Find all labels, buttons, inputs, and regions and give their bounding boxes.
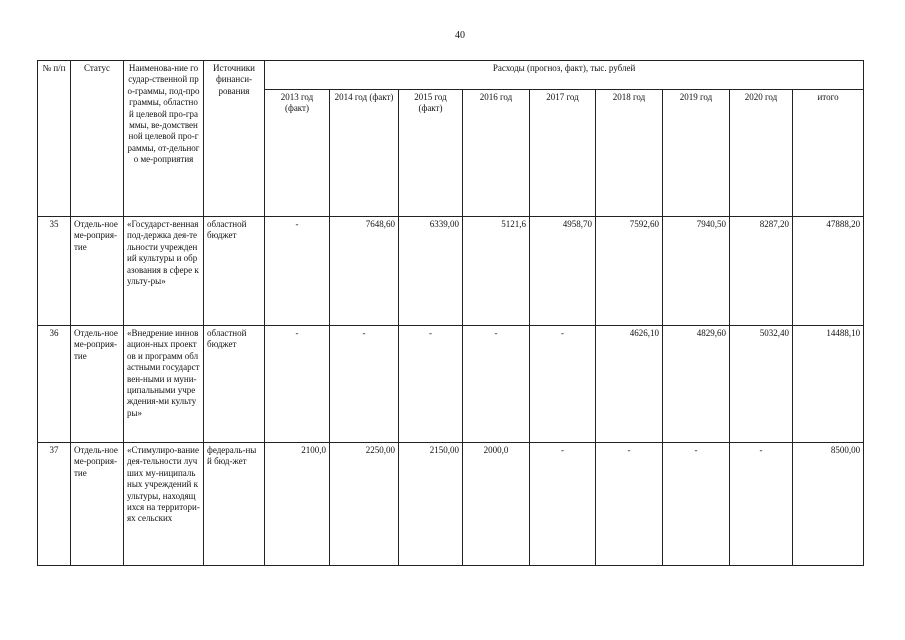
row-num: 36 — [38, 326, 71, 443]
header-row-1 — [38, 61, 864, 90]
row-source: областной бюджет — [204, 217, 265, 326]
row-value-2016: - — [463, 326, 530, 443]
row-value-2020: - — [730, 443, 793, 566]
row-name: «Государст-венная под-держка дея-тельности учреждений культуры и образования в сфере культу-ры» — [124, 217, 204, 326]
row-value-total: 14488,10 — [793, 326, 864, 443]
table-row — [38, 217, 864, 326]
row-value-2014: 7648,60 — [330, 217, 399, 326]
header-total: итого — [793, 90, 864, 217]
row-value-2016: 5121,6 — [463, 217, 530, 326]
row-source: областной бюджет — [204, 326, 265, 443]
header-year-2016: 2016 год — [463, 90, 530, 217]
row-value-2019: - — [663, 443, 730, 566]
header-name: Наименова-ние государ-ственной про-граммы, под-программы, областной целевой про-граммы, ве-домственной целевой про-граммы, от-дельного ме-роприятия — [124, 61, 204, 217]
table-row — [38, 443, 864, 566]
row-value-2020: 8287,20 — [730, 217, 793, 326]
header-year-2014: 2014 год (факт) — [330, 90, 399, 217]
page-number: 40 — [455, 30, 465, 41]
header-year-2017: 2017 год — [530, 90, 596, 217]
row-value-2018: 7592,60 — [596, 217, 663, 326]
header-year-2018: 2018 год — [596, 90, 663, 217]
row-value-total: 8500,00 — [793, 443, 864, 566]
row-value-2018: 4626,10 — [596, 326, 663, 443]
row-status: Отдель-ное ме-роприя-тие — [71, 443, 124, 566]
row-value-2014: - — [330, 326, 399, 443]
row-num: 37 — [38, 443, 71, 566]
row-status: Отдель-ное ме-роприя-тие — [71, 326, 124, 443]
row-value-2015: - — [399, 326, 463, 443]
row-value-2014: 2250,00 — [330, 443, 399, 566]
header-year-2015: 2015 год (факт) — [399, 90, 463, 217]
row-value-2019: 7940,50 — [663, 217, 730, 326]
row-value-2017: 4958,70 — [530, 217, 596, 326]
header-status: Статус — [71, 61, 124, 217]
row-status: Отдель-ное ме-роприя-тие — [71, 217, 124, 326]
header-year-2019: 2019 год — [663, 90, 730, 217]
row-value-2019: 4829,60 — [663, 326, 730, 443]
budget-table — [37, 60, 864, 566]
row-value-2013: 2100,0 — [265, 443, 330, 566]
header-year-2013: 2013 год (факт) — [265, 90, 330, 217]
row-name: «Внедрение инновацион-ных проектов и программ областными государствен-ными и муни-ципальными учреждения-ми культуры» — [124, 326, 204, 443]
row-value-2020: 5032,40 — [730, 326, 793, 443]
row-value-2016: 2000,0 — [463, 443, 530, 566]
row-value-2013: - — [265, 217, 330, 326]
row-num: 35 — [38, 217, 71, 326]
row-value-2015: 2150,00 — [399, 443, 463, 566]
row-value-2017: - — [530, 326, 596, 443]
row-value-2013: - — [265, 326, 330, 443]
row-value-total: 47888,20 — [793, 217, 864, 326]
row-value-2018: - — [596, 443, 663, 566]
row-source: федераль-ный бюд-жет — [204, 443, 265, 566]
table-row — [38, 326, 864, 443]
header-expenses: Расходы (прогноз, факт), тыс. рублей — [265, 61, 864, 90]
row-value-2017: - — [530, 443, 596, 566]
header-num: № п/п — [38, 61, 71, 217]
header-year-2020: 2020 год — [730, 90, 793, 217]
row-name: «Стимулиро-вание дея-тельности лучших му-ниципальных учреждений культуры, находящихся на территори-ях сельских — [124, 443, 204, 566]
header-source: Источники финанси-рования — [204, 61, 265, 217]
row-value-2015: 6339,00 — [399, 217, 463, 326]
